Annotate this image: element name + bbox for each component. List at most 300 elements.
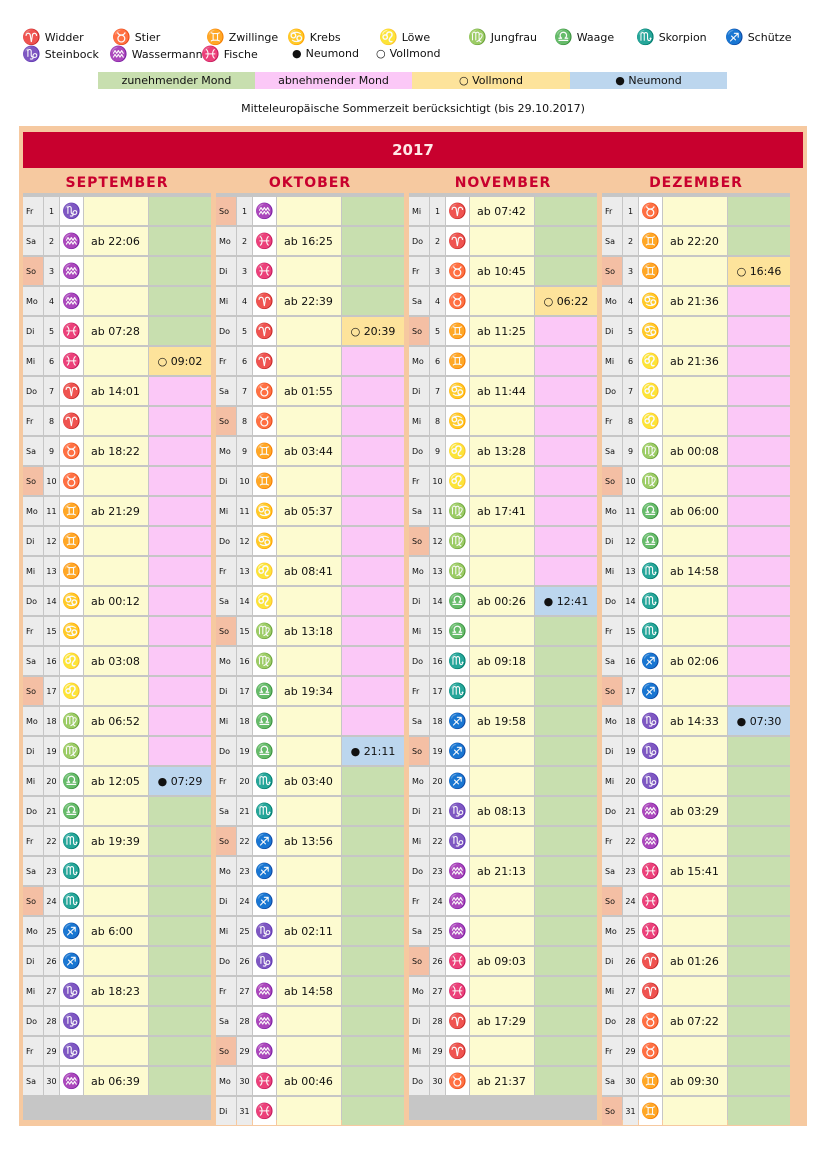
sign-entry-time bbox=[470, 557, 534, 585]
day-number: 9 bbox=[430, 437, 445, 465]
day-row bbox=[602, 617, 790, 645]
zodiac-sign-icon: ♋ bbox=[253, 497, 276, 525]
zodiac-sign-icon: ♋ bbox=[446, 377, 469, 405]
sign-entry-time bbox=[277, 197, 341, 225]
sign-entry-time bbox=[470, 467, 534, 495]
month-header: DEZEMBER bbox=[602, 173, 790, 193]
sign-entry-time: ab 01:55 bbox=[277, 377, 341, 405]
zodiac-sign-icon: ♊ bbox=[639, 1067, 662, 1095]
sign-entry-time bbox=[663, 977, 727, 1005]
zodiac-sign-icon: ♋ bbox=[639, 317, 662, 345]
weekday: Mo bbox=[23, 917, 43, 945]
sign-entry-time: ab 21:37 bbox=[470, 1067, 534, 1095]
day-number: 7 bbox=[430, 377, 445, 405]
sign-entry-time bbox=[663, 467, 727, 495]
weekday: Do bbox=[602, 1007, 622, 1035]
zodiac-sign-icon: ♐ bbox=[253, 857, 276, 885]
sign-entry-time bbox=[470, 287, 534, 315]
moon-phase-cell bbox=[728, 317, 790, 345]
weekday: Di bbox=[216, 467, 236, 495]
day-row bbox=[602, 857, 790, 885]
zodiac-sign-icon: ♏ bbox=[639, 617, 662, 645]
zodiac-sign-icon: ♌ bbox=[639, 377, 662, 405]
day-number: 30 bbox=[237, 1067, 252, 1095]
moon-phase-cell bbox=[728, 287, 790, 315]
moon-phase-legend bbox=[98, 72, 727, 89]
day-row bbox=[23, 977, 211, 1005]
weekday: Do bbox=[409, 437, 429, 465]
legend-label: Vollmond bbox=[389, 47, 441, 60]
weekday: Mi bbox=[409, 197, 429, 225]
month-header: SEPTEMBER bbox=[23, 173, 211, 193]
zodiac-sign-icon: ♈ bbox=[639, 947, 662, 975]
day-row bbox=[409, 557, 597, 585]
zodiac-sign-icon: ♌ bbox=[446, 437, 469, 465]
weekday: Di bbox=[602, 737, 622, 765]
day-number: 8 bbox=[430, 407, 445, 435]
zodiac-sign-icon: ♓ bbox=[253, 257, 276, 285]
weekday: So bbox=[602, 257, 622, 285]
moon-phase-cell bbox=[728, 857, 790, 885]
day-row bbox=[409, 227, 597, 255]
day-row bbox=[23, 197, 211, 225]
weekday: So bbox=[216, 827, 236, 855]
day-number: 26 bbox=[237, 947, 252, 975]
calendar-frame bbox=[19, 126, 807, 1126]
sign-entry-time: ab 07:42 bbox=[470, 197, 534, 225]
moon-phase-cell bbox=[535, 497, 597, 525]
day-number: 10 bbox=[44, 467, 59, 495]
weekday: Mi bbox=[23, 557, 43, 585]
day-number: 4 bbox=[623, 287, 638, 315]
zodiac-sign-icon: ♈ bbox=[446, 227, 469, 255]
day-number: 9 bbox=[623, 437, 638, 465]
zodiac-sign-icon: ♈ bbox=[446, 1037, 469, 1065]
pisces-icon: ♓ bbox=[201, 45, 220, 63]
zodiac-sign-icon: ♓ bbox=[639, 887, 662, 915]
sign-entry-time: ab 05:37 bbox=[277, 497, 341, 525]
day-number: 24 bbox=[237, 887, 252, 915]
zodiac-sign-icon: ♓ bbox=[446, 977, 469, 1005]
day-number: 1 bbox=[623, 197, 638, 225]
day-row bbox=[23, 887, 211, 915]
day-number: 16 bbox=[623, 647, 638, 675]
legend-label: Neumond bbox=[305, 47, 359, 60]
sign-entry-time bbox=[663, 767, 727, 795]
sign-entry-time bbox=[84, 197, 148, 225]
sign-entry-time: ab 06:52 bbox=[84, 707, 148, 735]
weekday: Di bbox=[216, 677, 236, 705]
moon-phase-cell bbox=[728, 1037, 790, 1065]
zodiac-sign-icon: ♒ bbox=[446, 887, 469, 915]
timezone-note: Mitteleuropäische Sommerzeit berücksichtigt (bis 29.10.2017) bbox=[241, 102, 585, 115]
day-row bbox=[23, 227, 211, 255]
moon-phase-cell bbox=[535, 1037, 597, 1065]
weekday: Mi bbox=[216, 287, 236, 315]
day-number: 30 bbox=[44, 1067, 59, 1095]
weekday: So bbox=[23, 257, 43, 285]
day-number: 1 bbox=[237, 197, 252, 225]
weekday: So bbox=[216, 1037, 236, 1065]
legend-item-virgo bbox=[468, 30, 537, 45]
day-number: 8 bbox=[44, 407, 59, 435]
day-row bbox=[216, 797, 404, 825]
day-row bbox=[409, 797, 597, 825]
sign-entry-time bbox=[84, 797, 148, 825]
sign-entry-time bbox=[84, 467, 148, 495]
day-number: 5 bbox=[44, 317, 59, 345]
day-row bbox=[602, 797, 790, 825]
sign-entry-time: ab 14:33 bbox=[663, 707, 727, 735]
zodiac-sign-icon: ♑ bbox=[639, 707, 662, 735]
moon-phase-cell bbox=[149, 977, 211, 1005]
zodiac-sign-icon: ♏ bbox=[639, 557, 662, 585]
moon-phase-cell bbox=[342, 767, 404, 795]
moon-phase-cell bbox=[149, 947, 211, 975]
zodiac-sign-icon: ♌ bbox=[639, 347, 662, 375]
day-number: 29 bbox=[430, 1037, 445, 1065]
moon-phase-cell bbox=[728, 587, 790, 615]
moon-phase-cell bbox=[342, 1097, 404, 1125]
weekday: Sa bbox=[23, 227, 43, 255]
day-number: 12 bbox=[237, 527, 252, 555]
day-number: 19 bbox=[44, 737, 59, 765]
sign-entry-time: ab 14:58 bbox=[663, 557, 727, 585]
zodiac-sign-icon: ♊ bbox=[639, 257, 662, 285]
day-row bbox=[23, 1067, 211, 1095]
zodiac-sign-icon: ♎ bbox=[446, 617, 469, 645]
weekday: Mo bbox=[602, 497, 622, 525]
legend-label: Widder bbox=[44, 31, 84, 44]
weekday: So bbox=[409, 317, 429, 345]
day-number: 16 bbox=[237, 647, 252, 675]
sign-entry-time: ab 06:00 bbox=[663, 497, 727, 525]
zodiac-sign-icon: ♓ bbox=[253, 1097, 276, 1125]
zodiac-sign-icon: ♉ bbox=[253, 407, 276, 435]
zodiac-sign-icon: ♍ bbox=[446, 527, 469, 555]
sign-entry-time bbox=[663, 197, 727, 225]
moon-phase-cell bbox=[535, 767, 597, 795]
weekday: Mi bbox=[602, 557, 622, 585]
sign-entry-time bbox=[84, 617, 148, 645]
weekday: Do bbox=[409, 857, 429, 885]
moon-phase-cell bbox=[342, 647, 404, 675]
day-row bbox=[602, 737, 790, 765]
sign-entry-time bbox=[84, 887, 148, 915]
weekday: Sa bbox=[409, 497, 429, 525]
moon-phase-cell bbox=[535, 1007, 597, 1035]
zodiac-sign-icon: ♐ bbox=[60, 917, 83, 945]
moon-phase-cell bbox=[342, 347, 404, 375]
day-number: 28 bbox=[430, 1007, 445, 1035]
day-row bbox=[23, 317, 211, 345]
day-row bbox=[602, 827, 790, 855]
sign-entry-time bbox=[470, 827, 534, 855]
day-row bbox=[602, 347, 790, 375]
moon-phase-cell bbox=[535, 347, 597, 375]
day-row bbox=[216, 887, 404, 915]
zodiac-sign-icon: ♊ bbox=[446, 317, 469, 345]
zodiac-sign-icon: ♈ bbox=[60, 377, 83, 405]
day-number: 20 bbox=[44, 767, 59, 795]
sign-entry-time: ab 6:00 bbox=[84, 917, 148, 945]
zodiac-sign-icon: ♍ bbox=[253, 617, 276, 645]
day-row bbox=[216, 587, 404, 615]
day-row bbox=[216, 557, 404, 585]
zodiac-sign-icon: ♎ bbox=[639, 497, 662, 525]
sign-entry-time bbox=[84, 947, 148, 975]
zodiac-sign-icon: ♑ bbox=[446, 797, 469, 825]
month-column-september bbox=[23, 173, 211, 1120]
day-number: 14 bbox=[237, 587, 252, 615]
sign-entry-time bbox=[277, 947, 341, 975]
day-number: 3 bbox=[237, 257, 252, 285]
weekday: Fr bbox=[23, 617, 43, 645]
sign-entry-time: ab 11:25 bbox=[470, 317, 534, 345]
day-row bbox=[23, 767, 211, 795]
moon-phase-cell bbox=[535, 857, 597, 885]
moon-phase-cell bbox=[149, 677, 211, 705]
zodiac-sign-icon: ♓ bbox=[253, 227, 276, 255]
day-row bbox=[23, 527, 211, 555]
day-number: 21 bbox=[623, 797, 638, 825]
weekday: Mo bbox=[409, 347, 429, 375]
weekday: Fr bbox=[216, 347, 236, 375]
zodiac-sign-icon: ♓ bbox=[639, 917, 662, 945]
moon-phase-cell bbox=[728, 527, 790, 555]
moon-phase-cell bbox=[535, 437, 597, 465]
day-row bbox=[602, 767, 790, 795]
day-row bbox=[409, 857, 597, 885]
sign-entry-time: ab 19:39 bbox=[84, 827, 148, 855]
day-row bbox=[409, 767, 597, 795]
sign-entry-time: ab 07:28 bbox=[84, 317, 148, 345]
day-row bbox=[23, 737, 211, 765]
day-number: 26 bbox=[623, 947, 638, 975]
zodiac-sign-icon: ♑ bbox=[253, 917, 276, 945]
legend-item-sagittarius bbox=[725, 30, 792, 45]
moon-phase-cell bbox=[535, 227, 597, 255]
zodiac-sign-icon: ♑ bbox=[60, 1007, 83, 1035]
zodiac-sign-icon: ♈ bbox=[253, 347, 276, 375]
weekday: Mo bbox=[602, 287, 622, 315]
weekday: Mo bbox=[602, 707, 622, 735]
legend-label: Jungfrau bbox=[490, 31, 537, 44]
weekday: Mi bbox=[216, 917, 236, 945]
zodiac-sign-icon: ♌ bbox=[60, 677, 83, 705]
zodiac-sign-icon: ♒ bbox=[639, 797, 662, 825]
moon-phase-cell: ○ 06:22 bbox=[535, 287, 597, 315]
moon-phase-cell bbox=[149, 527, 211, 555]
sign-entry-time bbox=[663, 827, 727, 855]
day-number: 22 bbox=[44, 827, 59, 855]
day-number: 14 bbox=[44, 587, 59, 615]
day-row bbox=[216, 227, 404, 255]
zodiac-sign-icon: ♑ bbox=[60, 977, 83, 1005]
weekday: So bbox=[409, 527, 429, 555]
day-row bbox=[216, 737, 404, 765]
zodiac-sign-icon: ♏ bbox=[639, 587, 662, 615]
day-row bbox=[602, 437, 790, 465]
sign-entry-time bbox=[470, 977, 534, 1005]
sign-entry-time: ab 03:08 bbox=[84, 647, 148, 675]
day-row bbox=[216, 437, 404, 465]
day-number: 8 bbox=[237, 407, 252, 435]
zodiac-sign-icon: ♌ bbox=[446, 467, 469, 495]
sign-entry-time bbox=[663, 587, 727, 615]
moon-phase-cell bbox=[342, 1007, 404, 1035]
day-number: 17 bbox=[623, 677, 638, 705]
weekday: Fr bbox=[23, 827, 43, 855]
day-number: 6 bbox=[237, 347, 252, 375]
weekday: Mo bbox=[409, 767, 429, 795]
day-number: 13 bbox=[44, 557, 59, 585]
moon-phase-cell: ● 07:29 bbox=[149, 767, 211, 795]
day-number: 18 bbox=[237, 707, 252, 735]
day-row bbox=[409, 887, 597, 915]
day-number: 31 bbox=[623, 1097, 638, 1125]
full-moon-icon: ○ bbox=[376, 47, 386, 60]
weekday: Mo bbox=[23, 497, 43, 525]
cancer-icon: ♋ bbox=[287, 28, 306, 46]
weekday: Di bbox=[409, 377, 429, 405]
day-row bbox=[602, 917, 790, 945]
weekday: Sa bbox=[602, 1067, 622, 1095]
sign-entry-time bbox=[663, 407, 727, 435]
new-moon-icon: ● bbox=[292, 47, 302, 60]
sign-entry-time bbox=[470, 917, 534, 945]
zodiac-legend bbox=[22, 30, 812, 64]
weekday: So bbox=[409, 947, 429, 975]
moon-phase-cell: ● 12:41 bbox=[535, 587, 597, 615]
month-header: NOVEMBER bbox=[409, 173, 597, 193]
day-number: 25 bbox=[237, 917, 252, 945]
day-number: 11 bbox=[44, 497, 59, 525]
zodiac-sign-icon: ♏ bbox=[253, 797, 276, 825]
day-row bbox=[23, 917, 211, 945]
day-number: 6 bbox=[430, 347, 445, 375]
weekday: Di bbox=[602, 947, 622, 975]
zodiac-sign-icon: ♒ bbox=[60, 287, 83, 315]
weekday: Mi bbox=[602, 767, 622, 795]
moon-phase-cell bbox=[728, 557, 790, 585]
weekday: Sa bbox=[23, 647, 43, 675]
moon-phase-cell bbox=[149, 407, 211, 435]
moon-phase-cell: ● 21:11 bbox=[342, 737, 404, 765]
sign-entry-time bbox=[470, 737, 534, 765]
phase-legend-item: ● Neumond bbox=[570, 72, 727, 89]
moon-phase-cell bbox=[535, 377, 597, 405]
moon-phase-cell bbox=[149, 287, 211, 315]
day-row bbox=[23, 437, 211, 465]
day-row bbox=[602, 707, 790, 735]
legend-label: Zwillinge bbox=[228, 31, 279, 44]
weekday: Sa bbox=[23, 437, 43, 465]
day-number: 1 bbox=[430, 197, 445, 225]
zodiac-sign-icon: ♋ bbox=[639, 287, 662, 315]
moon-phase-cell bbox=[728, 947, 790, 975]
sign-entry-time bbox=[84, 257, 148, 285]
day-row bbox=[216, 767, 404, 795]
day-number: 3 bbox=[44, 257, 59, 285]
weekday: Di bbox=[409, 797, 429, 825]
day-row bbox=[23, 377, 211, 405]
day-number: 13 bbox=[623, 557, 638, 585]
weekday: Sa bbox=[602, 647, 622, 675]
weekday: Mo bbox=[23, 707, 43, 735]
moon-phase-cell bbox=[149, 827, 211, 855]
day-row bbox=[409, 467, 597, 495]
weekday: Mi bbox=[23, 977, 43, 1005]
scorpio-icon: ♏ bbox=[636, 28, 655, 46]
day-row bbox=[602, 677, 790, 705]
day-number: 27 bbox=[430, 977, 445, 1005]
legend-label: Stier bbox=[134, 31, 161, 44]
moon-phase-cell bbox=[728, 1067, 790, 1095]
zodiac-sign-icon: ♐ bbox=[253, 887, 276, 915]
weekday: Mi bbox=[216, 497, 236, 525]
weekday: Do bbox=[409, 227, 429, 255]
sign-entry-time: ab 10:45 bbox=[470, 257, 534, 285]
sign-entry-time: ab 17:29 bbox=[470, 1007, 534, 1035]
sign-entry-time bbox=[277, 707, 341, 735]
day-number: 4 bbox=[237, 287, 252, 315]
sign-entry-time bbox=[470, 617, 534, 645]
weekday: Mi bbox=[409, 827, 429, 855]
day-row bbox=[216, 1007, 404, 1035]
legend-item-libra bbox=[554, 30, 614, 45]
sign-entry-time bbox=[277, 587, 341, 615]
sign-entry-time: ab 08:13 bbox=[470, 797, 534, 825]
day-row bbox=[216, 257, 404, 285]
sign-entry-time: ab 00:46 bbox=[277, 1067, 341, 1095]
moon-phase-cell bbox=[535, 917, 597, 945]
day-row bbox=[409, 497, 597, 525]
day-row bbox=[23, 497, 211, 525]
day-row bbox=[409, 647, 597, 675]
legend-item-taurus bbox=[112, 30, 160, 45]
weekday: Di bbox=[23, 317, 43, 345]
day-number: 5 bbox=[430, 317, 445, 345]
legend-item-full-moon bbox=[376, 47, 441, 60]
zodiac-sign-icon: ♒ bbox=[60, 257, 83, 285]
day-row bbox=[409, 377, 597, 405]
zodiac-sign-icon: ♏ bbox=[60, 857, 83, 885]
zodiac-sign-icon: ♓ bbox=[446, 947, 469, 975]
sign-entry-time: ab 17:41 bbox=[470, 497, 534, 525]
moon-phase-cell bbox=[149, 317, 211, 345]
zodiac-sign-icon: ♎ bbox=[60, 797, 83, 825]
day-number: 19 bbox=[430, 737, 445, 765]
day-number: 12 bbox=[430, 527, 445, 555]
sign-entry-time: ab 18:22 bbox=[84, 437, 148, 465]
day-number: 9 bbox=[44, 437, 59, 465]
day-row bbox=[216, 977, 404, 1005]
day-row bbox=[409, 287, 597, 315]
weekday: Di bbox=[216, 887, 236, 915]
day-number: 24 bbox=[430, 887, 445, 915]
weekday: Sa bbox=[602, 227, 622, 255]
day-number: 15 bbox=[44, 617, 59, 645]
moon-phase-cell bbox=[342, 527, 404, 555]
legend-label: Schütze bbox=[747, 31, 792, 44]
moon-phase-cell bbox=[728, 767, 790, 795]
moon-phase-cell bbox=[728, 377, 790, 405]
sign-entry-time bbox=[663, 317, 727, 345]
day-number: 13 bbox=[430, 557, 445, 585]
weekday: Do bbox=[23, 587, 43, 615]
sign-entry-time: ab 19:34 bbox=[277, 677, 341, 705]
